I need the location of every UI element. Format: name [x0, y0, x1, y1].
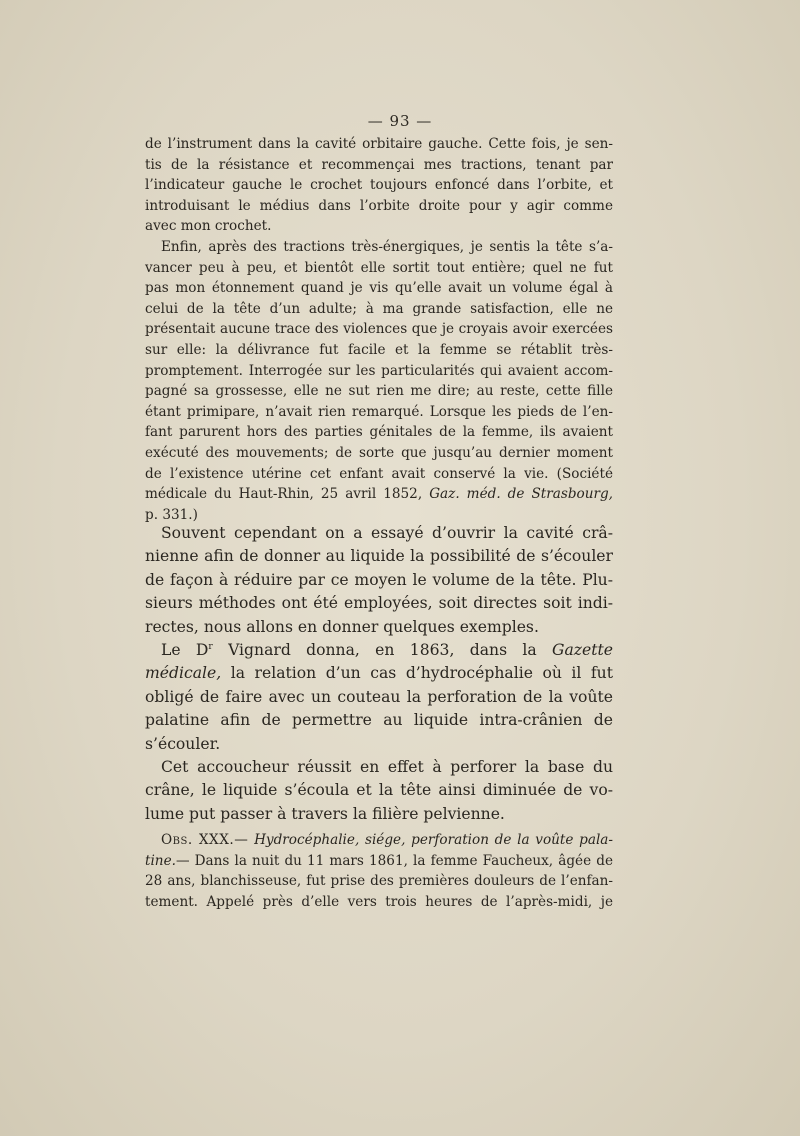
text-line: exécuté des mouvements; de sorte que jusqu’au dernier moment [145, 444, 613, 461]
text-line: palatine afin de permettre au liquide intra-crânien de [145, 711, 613, 730]
journal-title-cont: médicale, [145, 664, 222, 683]
text-line: présentait aucune trace des violences que je croyais avoir exercées [145, 321, 613, 338]
journal-text: la relation d’un cas d’hydrocéphalie où il fut [221, 664, 613, 683]
text-line: avec mon crochet. [145, 218, 272, 235]
text-line: Enfin, après des tractions très-énergiques, je sentis la tête s’a- [161, 238, 613, 255]
text-line-citation [145, 484, 613, 505]
text-line-journal [145, 662, 613, 685]
journal-title: Gaz. méd. de Strasbourg, [429, 486, 613, 503]
text-line: s’écouler. [145, 734, 221, 753]
text-line: l’indicateur gauche le crochet toujours enfoncé dans l’orbite, et [145, 177, 613, 194]
text-line: Souvent cependant on a essayé d’ouvrir la cavité crâ- [161, 524, 613, 542]
text-line: p. 331.) [145, 506, 198, 523]
text-line: celui de la tête d’un adulte; à ma grande satisfaction, elle ne [145, 300, 613, 317]
text-line: sieurs méthodes ont été employées, soit directes soit indi- [145, 594, 613, 613]
page-number: — 93 — [367, 112, 433, 130]
text-line: lume put passer à travers la filière pelvienne. [145, 804, 505, 823]
main-text [145, 522, 613, 826]
text-line-doctor [145, 639, 613, 662]
doctor-text: Vignard donna, en 1863, dans la [212, 640, 553, 659]
observation-xxx [145, 830, 613, 912]
observation-continuation [145, 134, 613, 525]
text-line: rectes, nous allons en donner quelques exemples. [145, 617, 539, 636]
doctor-sup: r [208, 641, 213, 652]
obs-text: — Dans la nuit du 11 mars 1861, la femme Faucheux, âgée de [175, 852, 613, 869]
text-line: sur elle: la délivrance fut facile et la femme se rétablit très- [145, 341, 613, 358]
doctor-abbrev: Le D [161, 640, 209, 659]
text-line: 28 ans, blanchisseuse, fut prise des premières douleurs de l’enfan- [145, 873, 613, 890]
text-line: tement. Appelé près d’elle vers trois heures de l’après-midi, je [145, 893, 613, 910]
obs-title: Hydrocéphalie, siége, perforation de la voûte pala- [254, 832, 613, 848]
text-line: de l’instrument dans la cavité orbitaire gauche. Cette fois, je sen- [145, 136, 613, 152]
text-line: crâne, le liquide s’écoula et la tête ainsi diminuée de vo- [145, 781, 613, 800]
text-line-obs [145, 851, 613, 872]
journal-title: Gazette [552, 640, 613, 659]
text-line: obligé de faire avec un couteau la perforation de la voûte [145, 687, 613, 706]
obs-heading-line [145, 830, 613, 851]
text-line: fant parurent hors des parties génitales de la femme, ils avaient [145, 424, 613, 441]
text-line: pagné sa grossesse, elle ne sut rien me dire; au reste, cette fille [145, 383, 613, 400]
obs-title-end: tine. [145, 852, 176, 869]
text-line: étant primipare, n’avait rien remarqué. Lorsque les pieds de l’en- [145, 403, 613, 420]
text-line: de l’existence utérine cet enfant avait conservé la vie. (Société [145, 465, 613, 482]
text-line: vancer peu à peu, et bientôt elle sortit tout entière; quel ne fut [145, 259, 613, 276]
obs-label: Obs. XXX.— [161, 832, 249, 848]
text-line: nienne afin de donner au liquide la possibilité de s’écouler [145, 547, 613, 566]
text-line: tis de la résistance et recommençai mes tractions, tenant par [145, 156, 613, 173]
text-line: introduisant le médius dans l’orbite droite pour y agir comme [145, 197, 613, 214]
text-line: promptement. Interrogée sur les particularités qui avaient accom- [145, 362, 613, 379]
text-line: de façon à réduire par ce moyen le volume de la tête. Plu- [145, 570, 613, 589]
citation-text: médicale du Haut-Rhin, 25 avril 1852, [145, 486, 430, 503]
text-line: pas mon étonnement quand je vis qu’elle avait un volume égal à [145, 280, 613, 297]
text-line: Cet accoucheur réussit en effet à perforer la base du [161, 757, 613, 776]
